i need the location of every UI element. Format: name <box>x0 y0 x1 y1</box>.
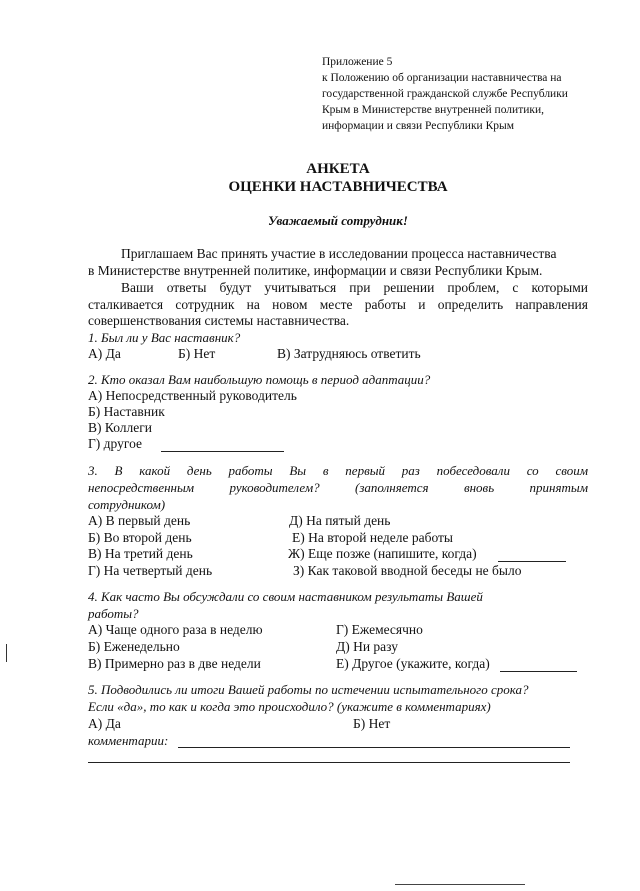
q1-option-c[interactable]: В) Затрудняюсь ответить <box>277 346 421 361</box>
q3-option[interactable]: З) Как таковой вводной беседы не было <box>293 563 522 578</box>
q3-option[interactable]: Е) На второй неделе работы <box>292 530 453 545</box>
q4-option[interactable]: Д) Ни разу <box>336 639 398 654</box>
q2-other-answer-line[interactable] <box>161 451 284 452</box>
appendix-line: к Положению об организации наставничества на <box>322 72 562 84</box>
question-4-line2: работы? <box>88 606 139 621</box>
question-5-line2: Если «да», то как и когда это происходило? (укажите в комментариях) <box>88 699 491 714</box>
margin-mark <box>6 644 7 662</box>
question-4-line1: 4. Как часто Вы обсуждали со своим наставником результаты Вашей <box>88 589 483 604</box>
q2-option[interactable]: В) Коллеги <box>88 420 153 435</box>
q5-option-a[interactable]: А) Да <box>88 716 121 731</box>
q4-option[interactable]: В) Примерно раз в две недели <box>88 656 261 671</box>
q1-option-a[interactable]: А) Да <box>88 346 121 361</box>
question-2: 2. Кто оказал Вам наибольшую помощь в период адаптации? <box>88 372 431 387</box>
question-5-line1: 5. Подводились ли итоги Вашей работы по истечении испытательного срока? <box>88 682 529 697</box>
q3-option[interactable]: В) На третий день <box>88 546 193 561</box>
document-subtitle: ОЦЕНКИ НАСТАВНИЧЕСТВА <box>228 179 448 195</box>
q2-option[interactable]: А) Непосредственный руководитель <box>88 388 297 403</box>
q4-other-answer-line[interactable] <box>500 671 577 672</box>
intro-p2-line2: сталкивается сотрудник на новом месте работы и определить направления <box>88 297 588 312</box>
q1-option-b[interactable]: Б) Нет <box>178 346 216 361</box>
appendix-line: информации и связи Республики Крым <box>322 120 514 132</box>
q3-option[interactable]: Д) На пятый день <box>289 513 391 528</box>
intro-p2-line1: Ваши ответы будут учитываться при решении проблем, с которыми <box>121 280 588 295</box>
intro-p2-line3: совершенствования системы наставничества. <box>88 313 350 328</box>
comment-line[interactable] <box>178 747 570 748</box>
q3-option[interactable]: А) В первый день <box>88 513 191 528</box>
q3-option[interactable]: Б) Во второй день <box>88 530 192 545</box>
greeting: Уважаемый сотрудник! <box>268 213 408 228</box>
footer-rule <box>395 884 525 885</box>
question-3-line3: сотрудником) <box>88 497 166 512</box>
q2-option[interactable]: Г) другое <box>88 436 142 451</box>
question-3-line1: 3. В какой день работы Вы в первый раз побеседовали со своим <box>88 463 588 478</box>
q4-option[interactable]: Г) Ежемесячно <box>336 622 423 637</box>
appendix-line: Крым в Министерстве внутренней политики, <box>322 104 544 116</box>
intro-p1-line1: Приглашаем Вас принять участие в исследовании процесса наставничества <box>121 246 557 261</box>
q3-option[interactable]: Ж) Еще позже (напишите, когда) <box>288 546 477 561</box>
q2-option[interactable]: Б) Наставник <box>88 404 165 419</box>
q3-later-answer-line[interactable] <box>498 561 566 562</box>
appendix-line: государственной гражданской службе Республики <box>322 88 568 100</box>
q3-option[interactable]: Г) На четвертый день <box>88 563 213 578</box>
q4-option[interactable]: Е) Другое (укажите, когда) <box>336 656 490 671</box>
q4-option[interactable]: Б) Еженедельно <box>88 639 180 654</box>
document-title: АНКЕТА <box>306 161 370 177</box>
comment-line[interactable] <box>88 762 570 763</box>
appendix-block <box>322 54 568 134</box>
appendix-line: Приложение 5 <box>322 56 393 68</box>
q5-option-b[interactable]: Б) Нет <box>353 716 391 731</box>
comment-label: комментарии: <box>88 733 169 748</box>
q4-option[interactable]: А) Чаще одного раза в неделю <box>88 622 263 637</box>
question-1: 1. Был ли у Вас наставник? <box>88 330 241 345</box>
question-3-line2: непосредственным руководителем? (заполняется вновь принятым <box>88 480 588 495</box>
intro-p1-line2: в Министерстве внутренней политике, информации и связи Республики Крым. <box>88 263 543 278</box>
